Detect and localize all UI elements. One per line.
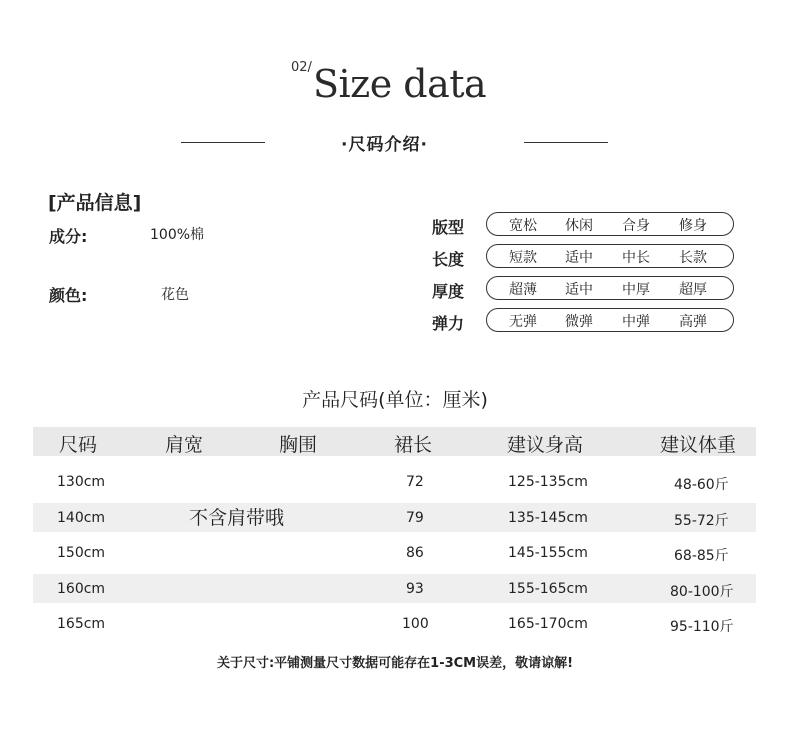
attr-option: 适中	[565, 250, 593, 266]
cell-height: 125-135cm	[508, 474, 588, 490]
cell-length: 79	[406, 510, 424, 526]
cell-weight: 80-100斤	[670, 584, 734, 600]
attr-label-elasticity: 弹力	[432, 314, 465, 333]
shoulder-chest-note: 不含肩带哦	[189, 507, 285, 529]
attr-option: 宽松	[509, 218, 537, 234]
section-title: Size data	[313, 62, 487, 106]
cell-size: 160cm	[57, 581, 106, 597]
attr-option: 短款	[509, 250, 537, 266]
cell-length: 100	[402, 616, 429, 632]
attr-option: 中弹	[622, 314, 650, 330]
cell-weight: 55-72斤	[674, 513, 729, 529]
cell-size: 165cm	[57, 616, 106, 632]
attr-option: 合身	[622, 218, 650, 234]
attr-option: 适中	[565, 282, 593, 298]
section-subtitle: ·尺码介绍·	[341, 135, 428, 155]
section-number: 02/	[291, 60, 312, 75]
cell-height: 165-170cm	[508, 616, 588, 632]
col-header-length: 裙长	[394, 434, 433, 456]
attr-options-fit	[486, 212, 734, 236]
attr-option: 高弹	[679, 314, 707, 330]
divider-left	[181, 142, 265, 143]
size-table-title: 产品尺码(单位：厘米)	[302, 389, 488, 411]
cell-size: 150cm	[57, 545, 106, 561]
attr-label-length: 长度	[432, 250, 465, 269]
cell-weight: 95-110斤	[670, 619, 734, 635]
attr-option: 修身	[679, 218, 707, 234]
attr-label-thickness: 厚度	[432, 282, 465, 301]
col-header-height: 建议身高	[507, 434, 584, 456]
attr-options-length	[486, 244, 734, 268]
attr-option: 休闲	[565, 218, 593, 234]
cell-height: 145-155cm	[508, 545, 588, 561]
col-header-shoulder: 肩宽	[165, 434, 204, 456]
product-info-title: [产品信息]	[48, 192, 142, 214]
color-label: 颜色:	[49, 286, 88, 305]
cell-length: 93	[406, 581, 424, 597]
row-band	[33, 574, 756, 603]
attr-option: 无弹	[509, 314, 537, 330]
attr-option: 中长	[622, 250, 650, 266]
col-header-chest: 胸围	[279, 434, 318, 456]
composition-label: 成分:	[49, 227, 88, 246]
composition-value: 100%棉	[150, 227, 205, 243]
attr-options-thickness	[486, 276, 734, 300]
attr-option: 微弹	[565, 314, 593, 330]
attr-option: 中厚	[622, 282, 650, 298]
measurement-footnote: 关于尺寸:平铺测量尺寸数据可能存在1-3CM误差，敬请谅解!	[216, 656, 574, 671]
cell-size: 130cm	[57, 474, 106, 490]
attr-option: 超薄	[509, 282, 537, 298]
cell-height: 135-145cm	[508, 510, 588, 526]
attr-label-fit: 版型	[432, 218, 465, 237]
color-value: 花色	[161, 287, 189, 303]
attr-option: 超厚	[679, 282, 707, 298]
cell-length: 86	[406, 545, 424, 561]
divider-right	[524, 142, 608, 143]
attr-options-elasticity	[486, 308, 734, 332]
cell-size: 140cm	[57, 510, 106, 526]
cell-weight: 68-85斤	[674, 548, 729, 564]
row-band	[33, 503, 756, 532]
col-header-weight: 建议体重	[660, 434, 737, 456]
cell-weight: 48-60斤	[674, 477, 729, 493]
col-header-size: 尺码	[59, 434, 98, 456]
cell-length: 72	[406, 474, 424, 490]
attr-option: 长款	[679, 250, 707, 266]
cell-height: 155-165cm	[508, 581, 588, 597]
